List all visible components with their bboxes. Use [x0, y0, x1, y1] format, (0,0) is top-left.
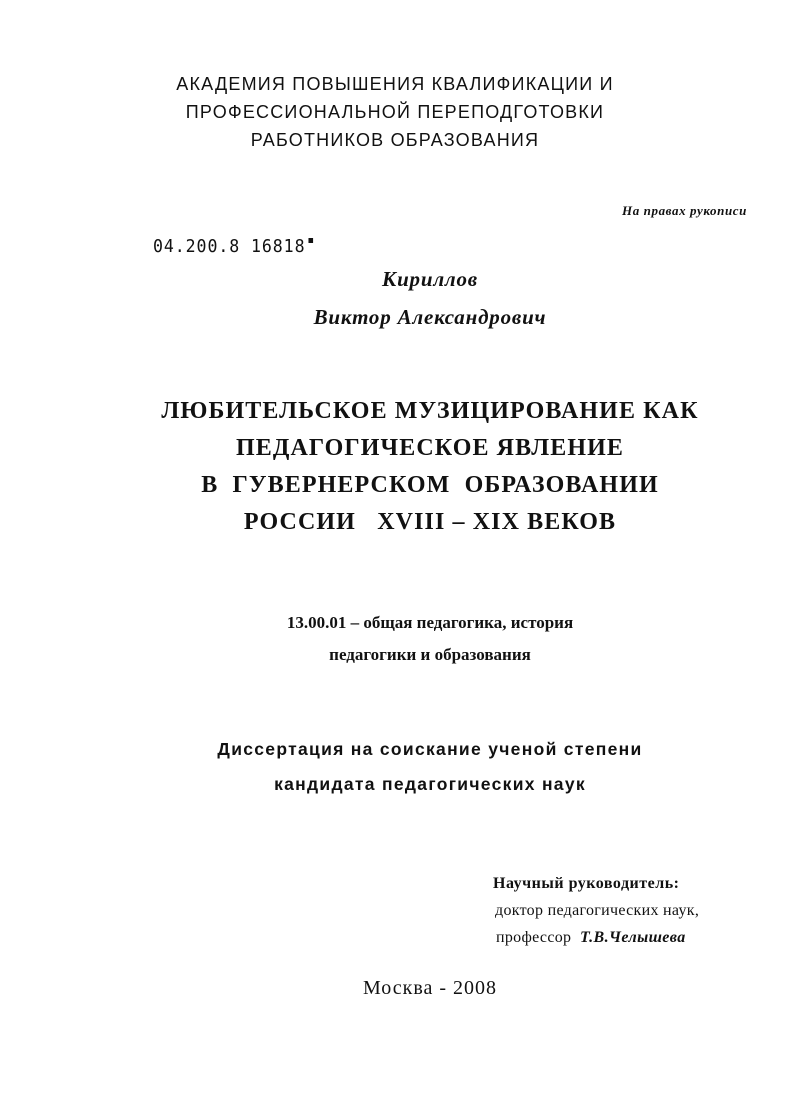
advisor-rank-name: [493, 924, 699, 951]
author-surname: Кириллов: [382, 267, 478, 291]
specialty-line-2: педагогики и образования: [329, 645, 531, 664]
author-block: [0, 260, 795, 336]
dissertation-title: [0, 393, 795, 541]
title-line-4: РОССИИ XVIII – XIX ВЕКОВ: [243, 509, 617, 535]
stamp-number: 04.200.8 16818: [153, 236, 306, 257]
title-line-1: ЛЮБИТЕЛЬСКОЕ МУЗИЦИРОВАНИЕ КАК: [161, 398, 699, 424]
author-given-names: Виктор Александрович: [313, 305, 547, 329]
degree-line-1: Диссертация на соискание ученой степени: [217, 739, 643, 759]
advisor-label: Научный руководитель:: [493, 875, 680, 892]
advisor-rank: профессор: [496, 929, 572, 946]
institution-header: [0, 70, 795, 154]
institution-line-1: АКАДЕМИЯ ПОВЫШЕНИЯ КВАЛИФИКАЦИИ И: [176, 74, 614, 94]
manuscript-note: На правах рукописи: [621, 203, 747, 218]
institution-line-2: ПРОФЕССИОНАЛЬНОЙ ПЕРЕПОДГОТОВКИ: [185, 102, 605, 122]
stamp-mark: [308, 238, 313, 243]
degree-line-2: кандидата педагогических наук: [274, 774, 586, 794]
advisor-block: [493, 870, 699, 951]
place-year: Москва - 2008: [362, 977, 498, 999]
specialty-block: [0, 607, 795, 671]
advisor-name: Т.В.Челышева: [579, 929, 686, 946]
advisor-degree: доктор педагогических наук,: [495, 902, 700, 919]
library-stamp: [153, 236, 313, 257]
place-year-block: [0, 977, 795, 1000]
title-line-2: ПЕДАГОГИЧЕСКОЕ ЯВЛЕНИЕ: [235, 435, 625, 461]
degree-block: [0, 732, 795, 802]
institution-line-3: РАБОТНИКОВ ОБРАЗОВАНИЯ: [250, 130, 540, 150]
title-line-3: В ГУВЕРНЕРСКОМ ОБРАЗОВАНИИ: [201, 472, 659, 498]
specialty-line-1: 13.00.01 – общая педагогика, история: [286, 613, 574, 632]
